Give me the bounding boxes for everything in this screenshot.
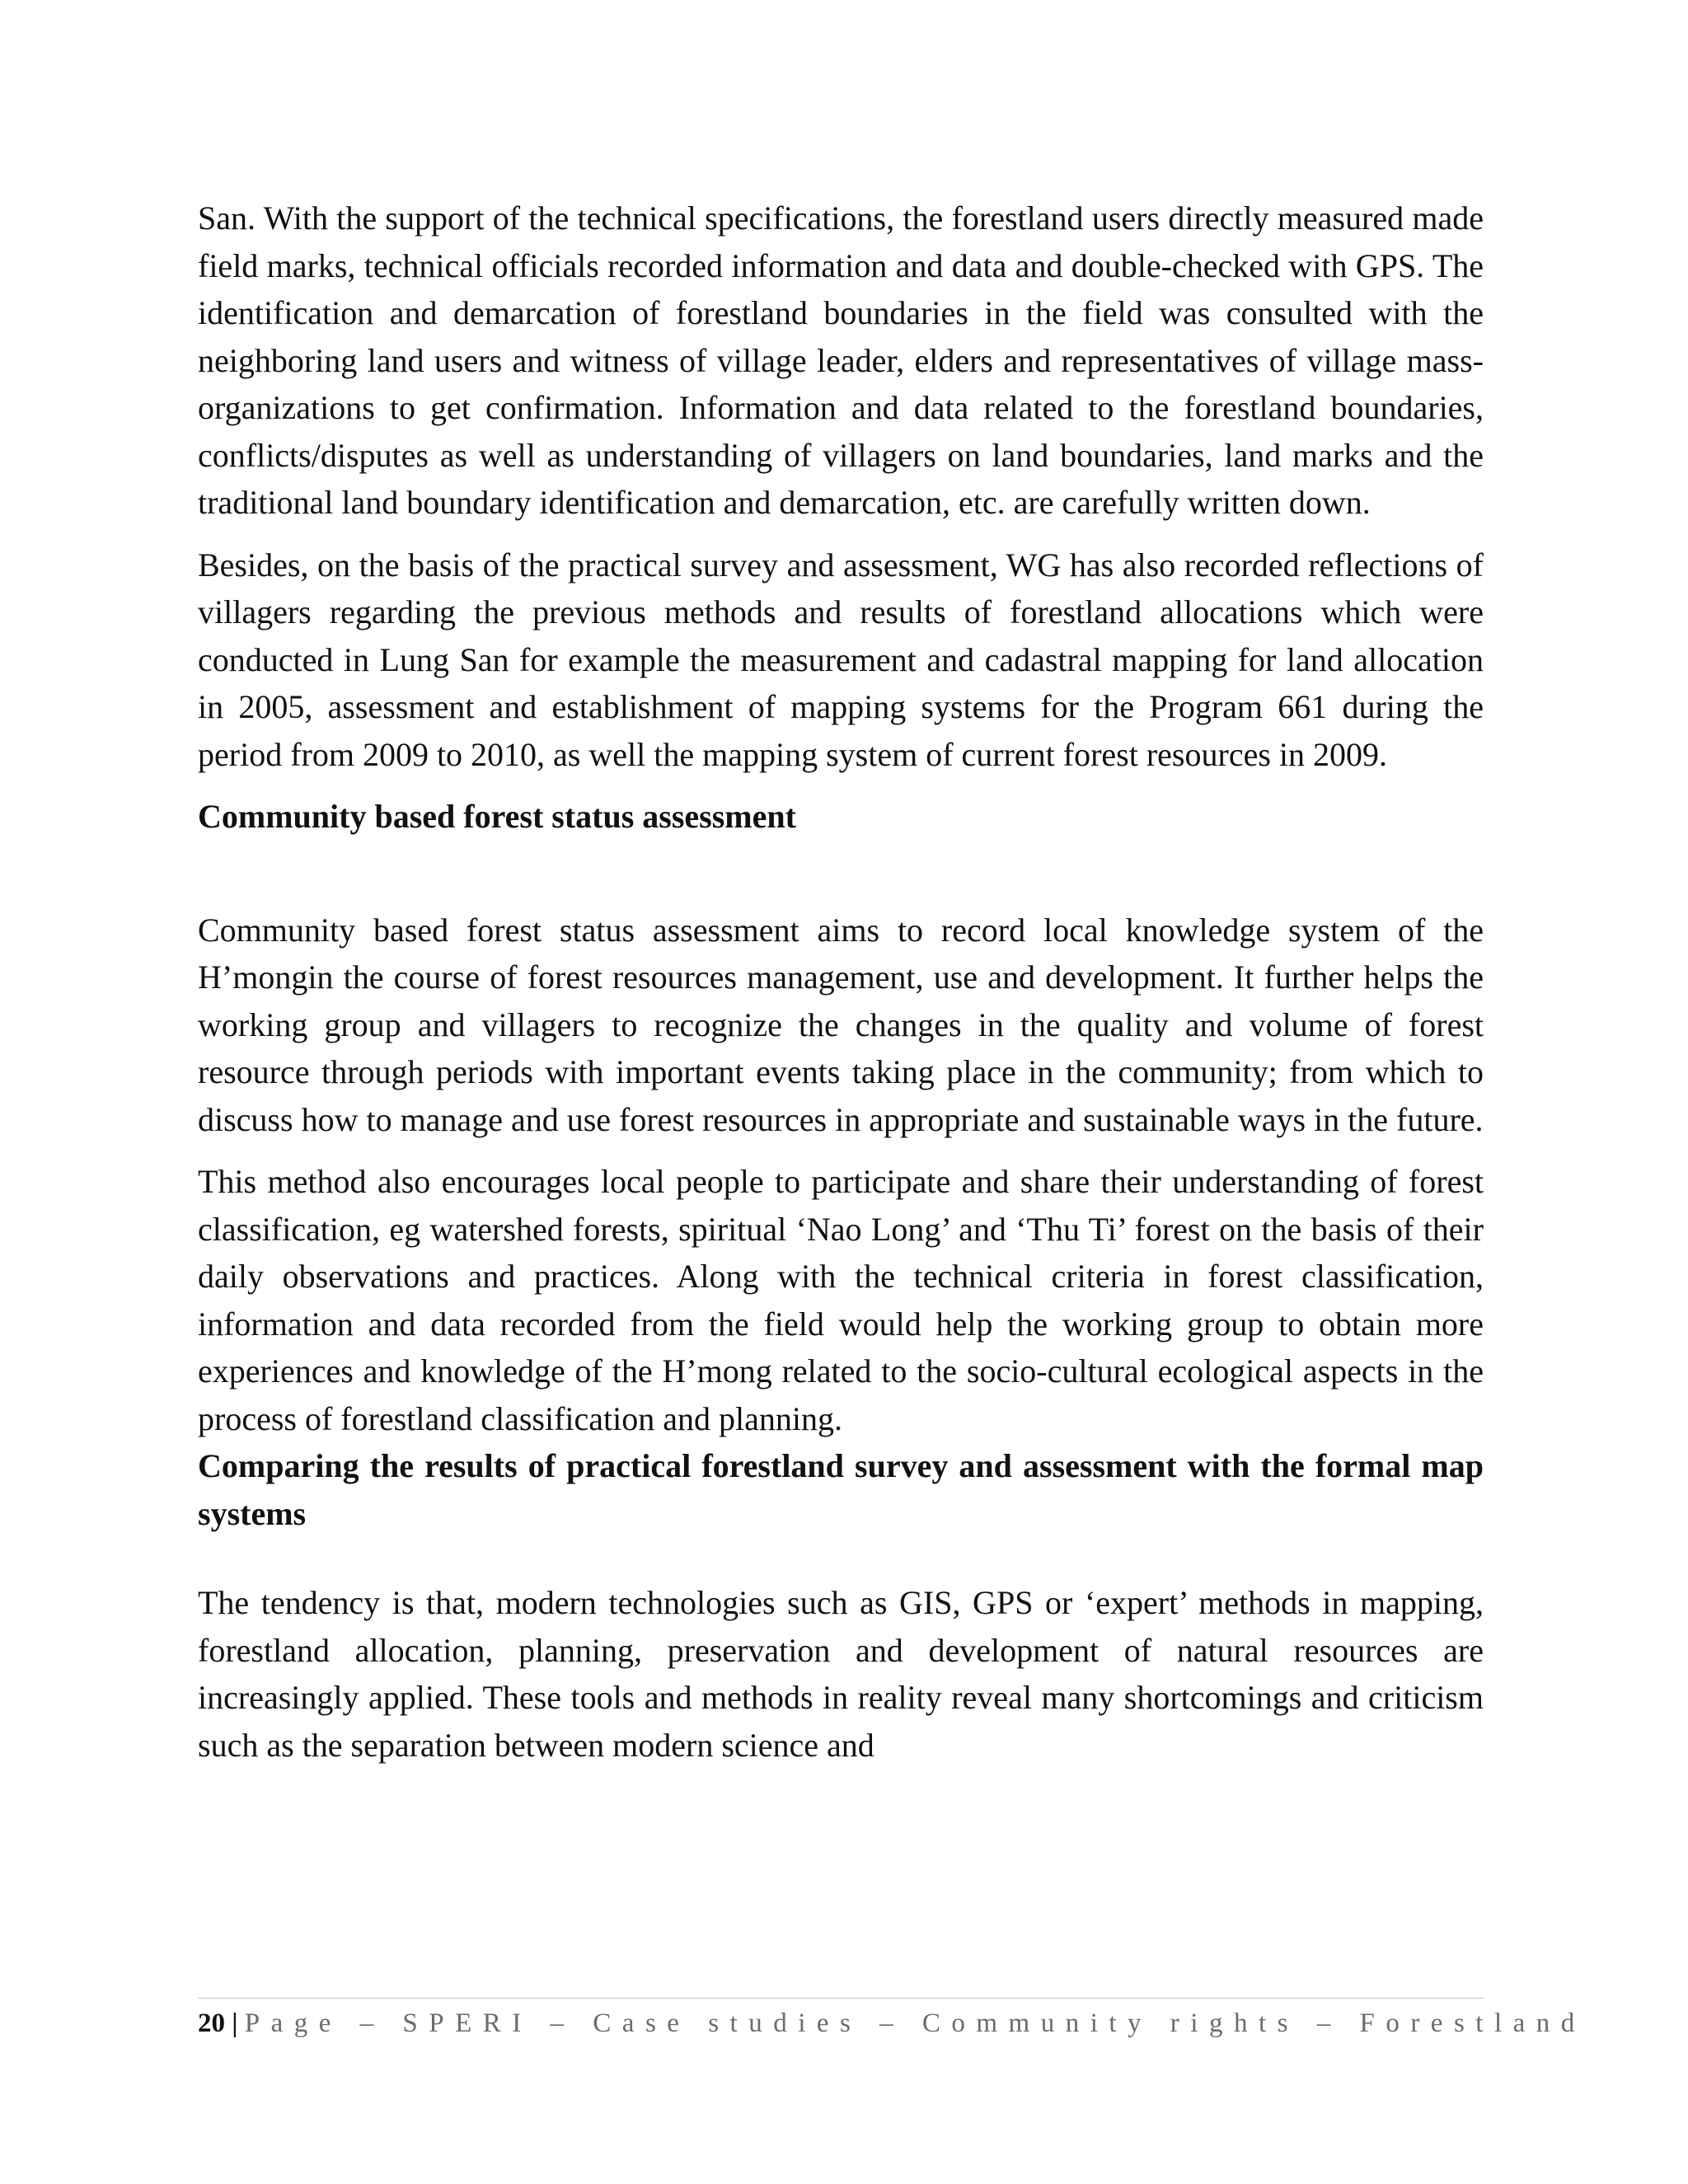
section-heading-comparing-results: Comparing the results of practical forestland survey and assessment with the formal map systems [198,1447,1484,1532]
paragraph-forest-status-aims: Community based forest status assessment aims to record local knowledge system of the H’mongin the course of forest resources management, use and development. It further helps the working group and villagers to recognize the changes in the quality and volume of forest resource through periods with important events taking place in the community; from which to discuss how to manage and use forest resources in appropriate and sustainable ways in the future. [198,911,1484,1138]
page-footer [198,1998,1586,2040]
paragraph-villager-reflections: Besides, on the basis of the practical survey and assessment, WG has also recorded reflections of villagers regarding the previous methods and results of forestland allocations which were conducted in Lung San for example the measurement and cadastral mapping for land allocation in 2005, assessment and establishment of mapping systems for the Program 661 during the period from 2009 to 2010, as well the mapping system of current forest resources in 2009. [198,546,1484,773]
paragraph-modern-technologies: The tendency is that, modern technologies such as GIS, GPS or ‘expert’ methods in mapping, forestland allocation, planning, preservation and development of natural resources are increasingly applied. These tools and methods in reality reveal many shortcomings and criticism such as the separation between modern science and [198,1584,1484,1764]
section-heading-forest-status: Community based forest status assessment [198,798,796,835]
page-number: 20 [198,2008,225,2038]
page-body [198,194,1484,1769]
footer-separator: | [232,2008,238,2038]
paragraph-boundary-demarcation: San. With the support of the technical specifications, the forestland users directly measured made field marks, technical officials recorded information and data and double-checked with GPS. The identification and demarcation of forestland boundaries in the field was consulted with the neighboring land users and witness of village leader, elders and representatives of village mass-organizations to get confirmation. Information and data related to the forestland boundaries, conflicts/disputes as well as understanding of villagers on land boundaries, land marks and the traditional land boundary identification and demarcation, etc. are carefully written down. [198,199,1484,521]
footer-running-title: Page – SPERI – Case studies – Community rights – Forestland [244,2008,1586,2038]
paragraph-forest-classification: This method also encourages local people to participate and share their understanding of forest classification, eg watershed forests, spiritual ‘Nao Long’ and ‘Thu Ti’ forest on the basis of their daily observations and practices. Along with the technical criteria in forest classification, information and data recorded from the field would help the working group to obtain more experiences and knowledge of the H’mong related to the socio-cultural ecological aspects in the process of forestland classification and planning. [198,1163,1484,1437]
